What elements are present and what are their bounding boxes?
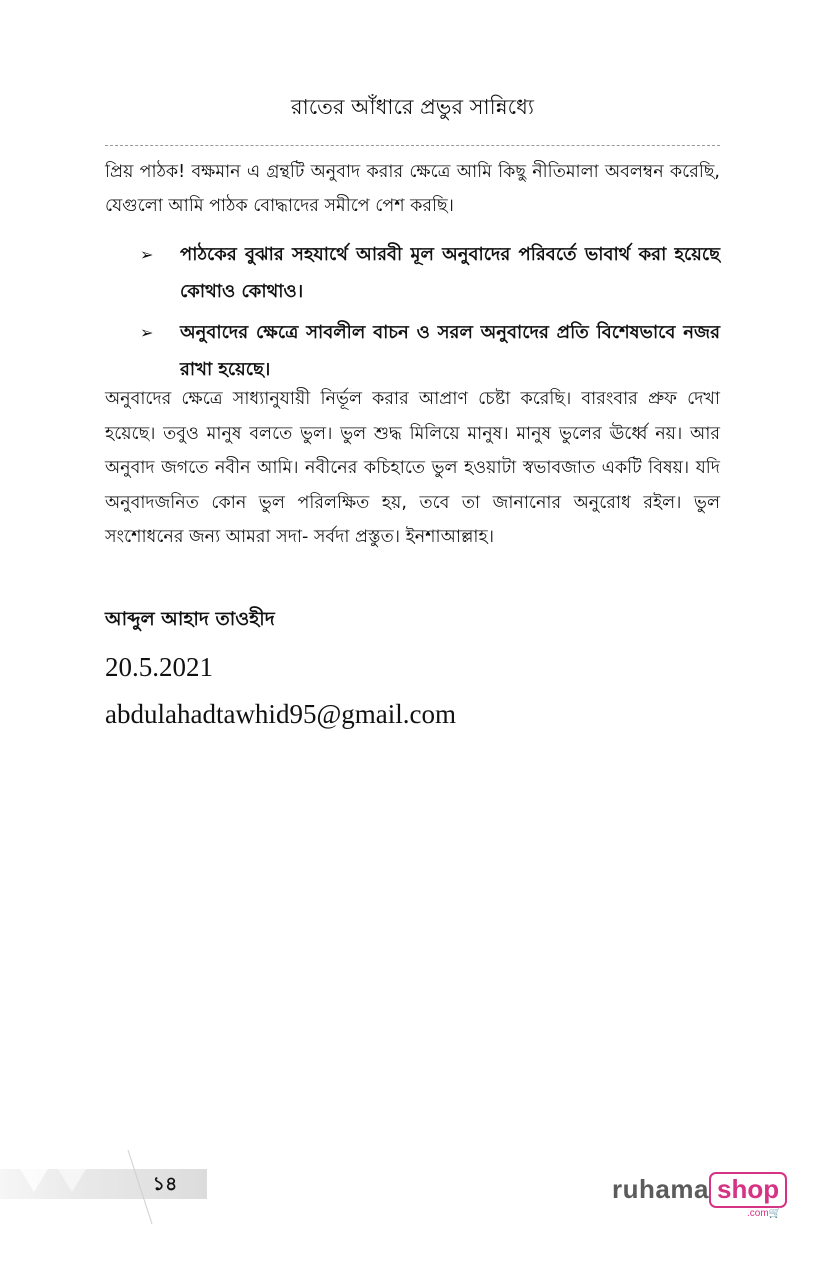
principles-list (140, 236, 720, 392)
list-item (140, 314, 720, 388)
page-number: ১৪ (152, 1173, 178, 1195)
brand-ruhama-text: ruhama (612, 1174, 709, 1204)
brand-domain (747, 1208, 781, 1220)
intro-paragraph: প্রিয় পাঠক! বক্ষমান এ গ্রন্থটি অনুবাদ করার ক্ষেত্রে আমি কিছু নীতিমালা অবলম্বন করেছি, যেগুলো আমি পাঠক বোদ্ধাদের সমীপে পেশ করছি। (105, 162, 720, 216)
author-name: আব্দুল আহাদ তাওহীদ (105, 608, 275, 630)
author-email: abdulahadtawhid95@gmail.com (105, 699, 457, 729)
list-item-text: পাঠকের বুঝার সহযার্থে আরবী মূল অনুবাদের পরিবর্তে ভাবার্থ করা হয়েছে কোথাও কোথাও। (180, 244, 720, 302)
signature-date: 20.5.2021 (105, 652, 213, 682)
cart-icon: 🛒 (768, 1208, 782, 1219)
arrow-bullet-icon: ➢ (140, 323, 154, 342)
body-paragraph: অনুবাদের ক্ষেত্রে সাধ্যানুযায়ী নির্ভূল করার আপ্রাণ চেষ্টা করেছি। বারংবার প্রুফ দেখা হয়েছে। তবুও মানুষ বলতে ভুল। ভুল শুদ্ধ মিলিয়ে মানুষ। মানুষ ভুলের ঊর্ধ্বে নয়। আর অনুবাদ জগতে নবীন আমি। নবীনের কচিহাতে ভুল হওয়াটা স্বভাবজাত একটি বিষয়। যদি অনুবাদজনিত কোন ভুল পরিলক্ষিত হয়, তবে তা জানানোর অনুরোধ রইল। ভুল সংশোধনের জন্য আমরা সদা- সর্বদা প্রস্তুত। ইনশাআল্লাহ। (105, 389, 720, 547)
running-title: রাতের আঁধারে প্রভুর সান্নিধ্যে (291, 95, 534, 119)
ruhamashop-logo (612, 1172, 782, 1222)
footer-decoration (0, 1150, 160, 1230)
brand-shop-badge: shop (709, 1172, 787, 1208)
arrow-bullet-icon: ➢ (140, 245, 154, 264)
header-divider (105, 145, 720, 146)
list-item (140, 236, 720, 310)
list-item-text: অনুবাদের ক্ষেত্রে সাবলীল বাচন ও সরল অনুবাদের প্রতি বিশেষভাবে নজর রাখা হয়েছে। (180, 322, 720, 380)
brand-domain-text: .com (747, 1208, 769, 1219)
